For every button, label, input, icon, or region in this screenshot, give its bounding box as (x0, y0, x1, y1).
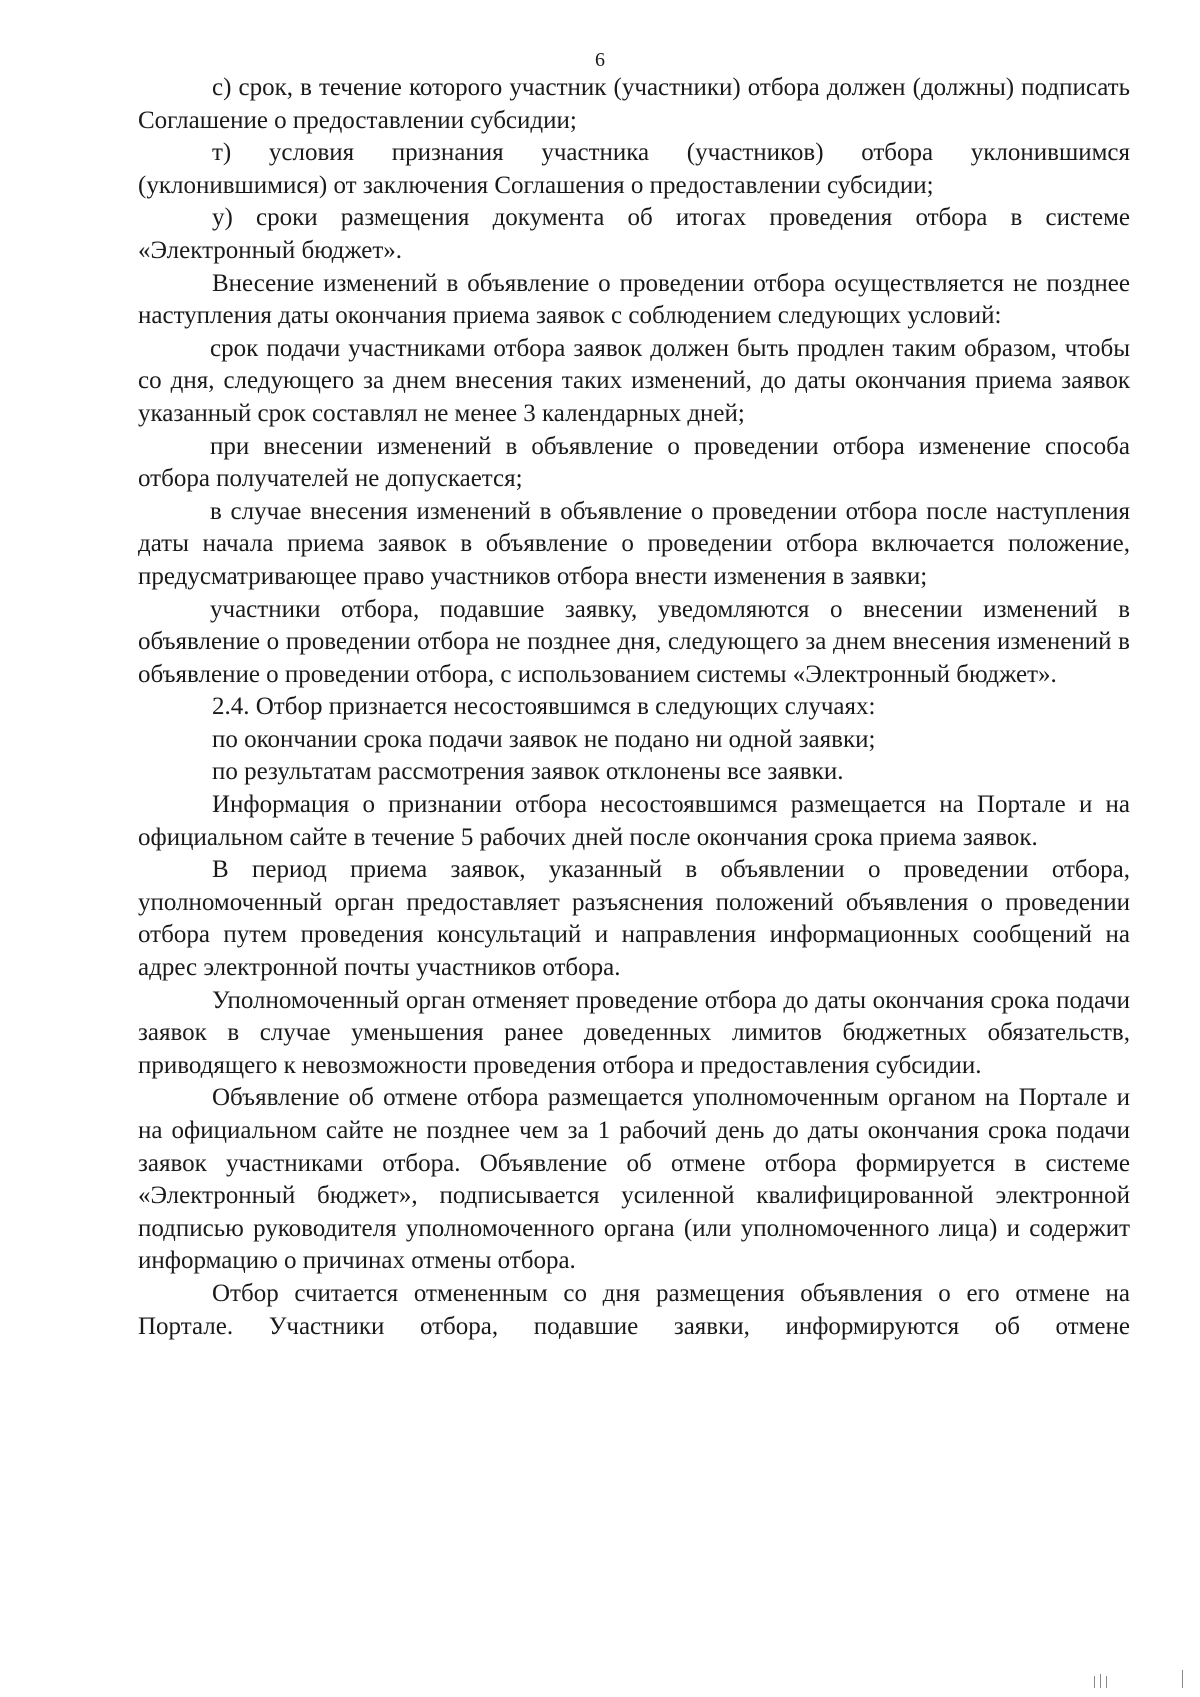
body-text (138, 72, 1130, 1343)
paragraph-item-s: с) срок, в течение которого участник (участники) отбора должен (должны) подписать Соглашение о предоставлении субсидии; (138, 74, 1130, 134)
paragraph-no-applications: по окончании срока подачи заявок не подано ни одной заявки; (212, 725, 876, 753)
paragraph-item-u: у) сроки размещения документа об итогах проведения отбора в системе «Электронный бюджет». (138, 204, 1130, 264)
paragraph-cancelled-status: Отбор считается отмененным со дня размещения объявления о его отмене на Портале. Участники отбора, подавшие заявки, информируются об отмене (138, 1279, 1130, 1340)
paragraph-deadline-extension: срок подачи участниками отбора заявок должен быть продлен таким образом, чтобы со дня, следующего за днем внесения таких изменений, до даты окончания приема заявок указанный срок составлял не менее 3 календарных дней; (138, 334, 1130, 427)
paragraph-all-rejected: по результатам рассмотрения заявок отклонены все заявки. (212, 758, 844, 786)
scan-edge-mark (1182, 1670, 1183, 1688)
scan-edge-mark (1106, 1676, 1107, 1688)
paragraph-participant-notice: участники отбора, подавшие заявку, уведомляются о внесении изменений в объявление о проведении отбора не позднее дня, следующего за днем внесения изменений в объявление о проведении отбора, с использованием системы «Электронный бюджет». (138, 595, 1130, 688)
page-number: 6 (595, 49, 605, 71)
paragraph-clarifications: В период приема заявок, указанный в объявлении о проведении отбора, уполномоченный орган предоставляет разъяснения положений объявления о проведении отбора путем проведения консультаций и направления информационных сообщений на адрес электронной почты участников отбора. (138, 856, 1130, 982)
scan-edge-mark (1100, 1674, 1101, 1688)
paragraph-amendment-rules: Внесение изменений в объявление о проведении отбора осуществляется не позднее наступления даты окончания приема заявок с соблюдением следующих условий: (138, 269, 1130, 330)
paragraph-cancellation-notice: Объявление об отмене отбора размещается уполномоченным органом на Портале и на официальном сайте не позднее чем за 1 рабочий день до даты окончания срока подачи заявок участниками отбора. Объявление об отмене отбора формируется в системе «Электронный бюджет», подписывается усиленной квалифицированной электронной подписью руководителя уполномоченного органа (или уполномоченного лица) и содержит информацию о причинах отмены отбора. (138, 1084, 1130, 1275)
paragraph-application-changes: в случае внесения изменений в объявление о проведении отбора после наступления даты начала приема заявок в объявление о проведении отбора включается положение, предусматривающее право участников отбора внести изменения в заявки; (138, 497, 1130, 590)
scan-edge-mark (1094, 1676, 1095, 1688)
paragraph-selection-method: при внесении изменений в объявление о проведении отбора изменение способа отбора получателей не допускается; (138, 432, 1130, 493)
paragraph-failed-selection-info: Информация о признании отбора несостоявшимся размещается на Портале и на официальном сайте в течение 5 рабочих дней после окончания срока приема заявок. (138, 791, 1130, 851)
paragraph-cancellation: Уполномоченный орган отменяет проведение отбора до даты окончания срока подачи заявок в случае уменьшения ранее доведенных лимитов бюджетных обязательств, приводящего к невозможности проведения отбора и предоставления субсидии. (138, 986, 1130, 1079)
paragraph-section-2-4: 2.4. Отбор признается несостоявшимся в следующих случаях: (212, 693, 876, 721)
paragraph-item-t: т) условия признания участника (участников) отбора уклонившимся (уклонившимися) от заключения Соглашения о предоставлении субсидии; (138, 139, 1130, 199)
